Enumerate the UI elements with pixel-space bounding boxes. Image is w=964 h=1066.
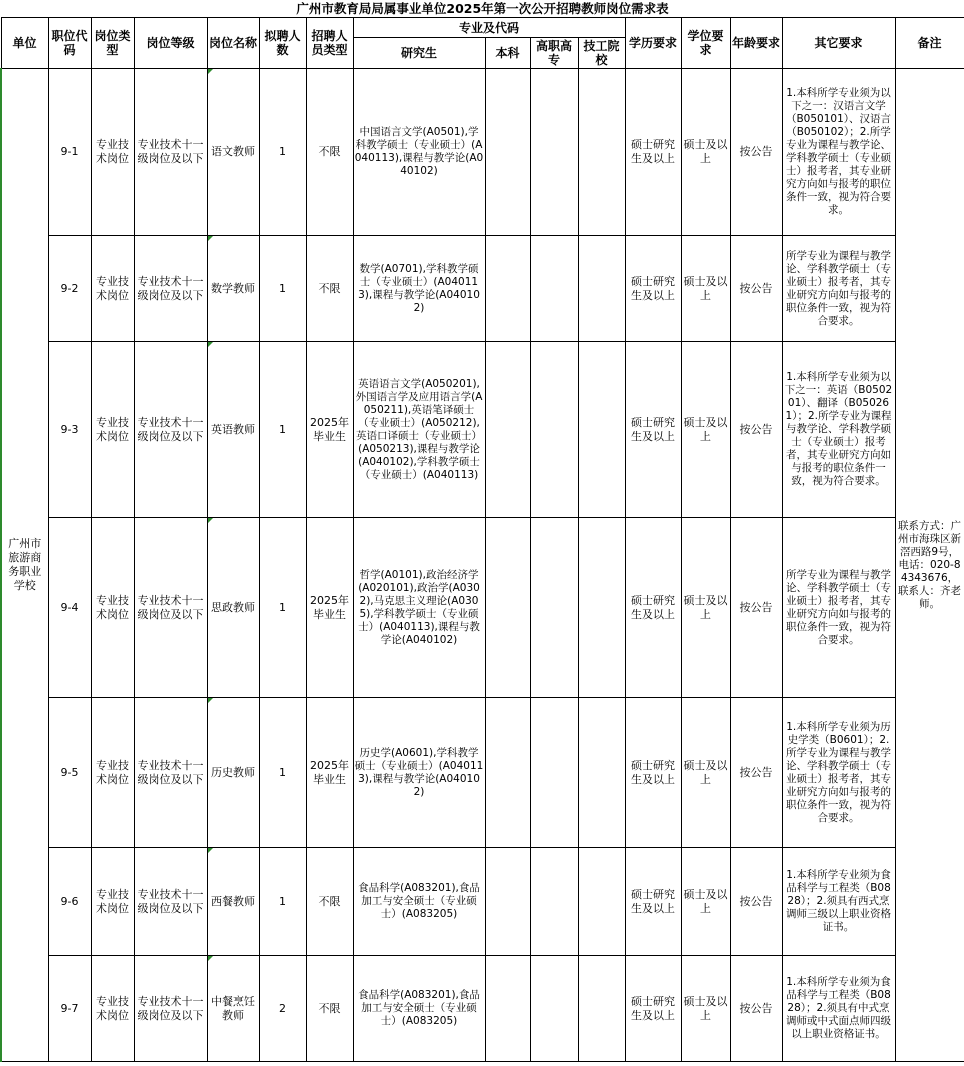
- vocational-major: [530, 69, 578, 236]
- other-req: 1.本科所学专业须为历史学类（B0601）；2.所学专业为课程与教学论、学科教学硕士（专业硕士）报考者，其专业研究方向如与报考的职位条件一致，视为符合要求。: [782, 698, 895, 848]
- job-code: 9-2: [48, 236, 91, 342]
- header-people: 招聘人员类型: [306, 18, 353, 69]
- table-row: [1, 848, 964, 956]
- hire-count: 1: [259, 342, 306, 518]
- table-row: [1, 342, 964, 518]
- job-name: 语文教师: [207, 69, 259, 236]
- job-name: 英语教师: [207, 342, 259, 518]
- table-row: [1, 236, 964, 342]
- job-type: 专业技术岗位: [91, 698, 134, 848]
- technical-major: [578, 956, 625, 1062]
- job-name: 思政教师: [207, 518, 259, 698]
- edu-req: 硕士研究生及以上: [625, 236, 681, 342]
- people-type: 2025年毕业生: [306, 518, 353, 698]
- hire-count: 1: [259, 236, 306, 342]
- age-req: 按公告: [730, 848, 782, 956]
- people-type: 不限: [306, 236, 353, 342]
- bachelor-major: [485, 342, 530, 518]
- bachelor-major: [485, 956, 530, 1062]
- people-type: 不限: [306, 956, 353, 1062]
- job-name: 中餐烹饪教师: [207, 956, 259, 1062]
- grad-major: 英语语言文学(A050201),外国语言学及应用语言学(A050211),英语笔译硕士（专业硕士）(A050212),英语口译硕士（专业硕士）(A050213),课程与教学论(A040102),学科教学硕士（专业硕士）(A040113): [353, 342, 485, 518]
- page-title: 广州市教育局局属事业单位2025年第一次公开招聘教师岗位需求表: [296, 0, 669, 16]
- degree-req: 硕士及以上: [681, 956, 730, 1062]
- bachelor-major: [485, 518, 530, 698]
- header-age: 年龄要求: [730, 18, 782, 69]
- header-major-group: 专业及代码: [353, 18, 625, 38]
- vocational-major: [530, 518, 578, 698]
- other-req: 1.本科所学专业须为以下之一：英语（B050201）、翻译（B050261）；2.所学专业为课程与教学论、学科教学硕士（专业硕士）报考者，其专业研究方向如与报考的职位条件一致，视为符合要求。: [782, 342, 895, 518]
- other-req: 1.本科所学专业须为食品科学与工程类（B0828）；2.须具有中式烹调师或中式面点师四级以上职业资格证书。: [782, 956, 895, 1062]
- table-row: [1, 698, 964, 848]
- age-req: 按公告: [730, 518, 782, 698]
- job-level: 专业技术十一级岗位及以下: [134, 342, 207, 518]
- grad-major: 中国语言文学(A0501),学科教学硕士（专业硕士）(A040113),课程与教学论(A040102): [353, 69, 485, 236]
- vocational-major: [530, 848, 578, 956]
- unit-name: 广州市旅游商务职业学校: [1, 69, 48, 1062]
- grad-major: 食品科学(A083201),食品加工与安全硕士（专业硕士）(A083205): [353, 956, 485, 1062]
- header-bachelor: 本科: [485, 38, 530, 69]
- job-type: 专业技术岗位: [91, 69, 134, 236]
- job-level: 专业技术十一级岗位及以下: [134, 236, 207, 342]
- grad-major: 数学(A0701),学科教学硕士（专业硕士）(A040113),课程与教学论(A040102): [353, 236, 485, 342]
- job-code: 9-1: [48, 69, 91, 236]
- header-grad: 研究生: [353, 38, 485, 69]
- people-type: 不限: [306, 69, 353, 236]
- header-name: 岗位名称: [207, 18, 259, 69]
- technical-major: [578, 69, 625, 236]
- other-req: 1.本科所学专业须为以下之一：汉语言文学（B050101）、汉语言（B050102）；2.所学专业为课程与教学论、学科教学硕士（专业硕士）报考者，其专业研究方向如与报考的职位条件一致，视为符合要求。: [782, 69, 895, 236]
- header-vocational: 高职高专: [530, 38, 578, 69]
- age-req: 按公告: [730, 236, 782, 342]
- job-type: 专业技术岗位: [91, 236, 134, 342]
- header-degree: 学位要求: [681, 18, 730, 69]
- vocational-major: [530, 236, 578, 342]
- edu-req: 硕士研究生及以上: [625, 518, 681, 698]
- degree-req: 硕士及以上: [681, 518, 730, 698]
- edu-req: 硕士研究生及以上: [625, 698, 681, 848]
- job-code: 9-4: [48, 518, 91, 698]
- header-technical: 技工院校: [578, 38, 625, 69]
- job-type: 专业技术岗位: [91, 342, 134, 518]
- other-req: 1.本科所学专业须为食品科学与工程类（B0828）；2.须具有西式烹调师三级以上职业资格证书。: [782, 848, 895, 956]
- other-req: 所学专业为课程与教学论、学科教学硕士（专业硕士）报考者，其专业研究方向如与报考的职位条件一致，视为符合要求。: [782, 236, 895, 342]
- grad-major: 哲学(A0101),政治经济学(A020101),政治学(A0302),马克思主义理论(A0305),学科教学硕士（专业硕士）(A040113),课程与教学论(A040102): [353, 518, 485, 698]
- header-code: 职位代码: [48, 18, 91, 69]
- people-type: 2025年毕业生: [306, 698, 353, 848]
- edu-req: 硕士研究生及以上: [625, 848, 681, 956]
- technical-major: [578, 698, 625, 848]
- grad-major: 历史学(A0601),学科教学硕士（专业硕士）(A040113),课程与教学论(A040102): [353, 698, 485, 848]
- edu-req: 硕士研究生及以上: [625, 956, 681, 1062]
- bachelor-major: [485, 848, 530, 956]
- age-req: 按公告: [730, 956, 782, 1062]
- job-level: 专业技术十一级岗位及以下: [134, 69, 207, 236]
- grad-major: 食品科学(A083201),食品加工与安全硕士（专业硕士）(A083205): [353, 848, 485, 956]
- hire-count: 1: [259, 848, 306, 956]
- job-type: 专业技术岗位: [91, 848, 134, 956]
- hire-count: 1: [259, 518, 306, 698]
- bachelor-major: [485, 698, 530, 848]
- table-row: [1, 956, 964, 1062]
- header-remark: 备注: [895, 18, 964, 69]
- job-type: 专业技术岗位: [91, 956, 134, 1062]
- edu-req: 硕士研究生及以上: [625, 69, 681, 236]
- vocational-major: [530, 698, 578, 848]
- age-req: 按公告: [730, 69, 782, 236]
- job-code: 9-7: [48, 956, 91, 1062]
- age-req: 按公告: [730, 342, 782, 518]
- job-level: 专业技术十一级岗位及以下: [134, 956, 207, 1062]
- bachelor-major: [485, 236, 530, 342]
- technical-major: [578, 342, 625, 518]
- technical-major: [578, 518, 625, 698]
- header-edu: 学历要求: [625, 18, 681, 69]
- header-count: 拟聘人数: [259, 18, 306, 69]
- header-level: 岗位等级: [134, 18, 207, 69]
- degree-req: 硕士及以上: [681, 698, 730, 848]
- table-row: [1, 69, 964, 236]
- job-code: 9-6: [48, 848, 91, 956]
- bachelor-major: [485, 69, 530, 236]
- job-level: 专业技术十一级岗位及以下: [134, 518, 207, 698]
- job-name: 历史教师: [207, 698, 259, 848]
- remark: 联系方式：广州市海珠区新滘西路9号，电话：020-84343676，联系人：齐老师。: [895, 69, 964, 1062]
- vocational-major: [530, 342, 578, 518]
- job-level: 专业技术十一级岗位及以下: [134, 698, 207, 848]
- header-other: 其它要求: [782, 18, 895, 69]
- hire-count: 2: [259, 956, 306, 1062]
- edu-req: 硕士研究生及以上: [625, 342, 681, 518]
- degree-req: 硕士及以上: [681, 848, 730, 956]
- vocational-major: [530, 956, 578, 1062]
- technical-major: [578, 236, 625, 342]
- people-type: 2025年毕业生: [306, 342, 353, 518]
- degree-req: 硕士及以上: [681, 342, 730, 518]
- job-type: 专业技术岗位: [91, 518, 134, 698]
- other-req: 所学专业为课程与教学论、学科教学硕士（专业硕士）报考者，其专业研究方向如与报考的职位条件一致，视为符合要求。: [782, 518, 895, 698]
- degree-req: 硕士及以上: [681, 69, 730, 236]
- people-type: 不限: [306, 848, 353, 956]
- age-req: 按公告: [730, 698, 782, 848]
- table-row: [1, 518, 964, 698]
- job-code: 9-5: [48, 698, 91, 848]
- degree-req: 硕士及以上: [681, 236, 730, 342]
- header-unit: 单位: [1, 18, 48, 69]
- technical-major: [578, 848, 625, 956]
- job-name: 西餐教师: [207, 848, 259, 956]
- hire-count: 1: [259, 698, 306, 848]
- hire-count: 1: [259, 69, 306, 236]
- job-name: 数学教师: [207, 236, 259, 342]
- job-level: 专业技术十一级岗位及以下: [134, 848, 207, 956]
- job-code: 9-3: [48, 342, 91, 518]
- header-type: 岗位类型: [91, 18, 134, 69]
